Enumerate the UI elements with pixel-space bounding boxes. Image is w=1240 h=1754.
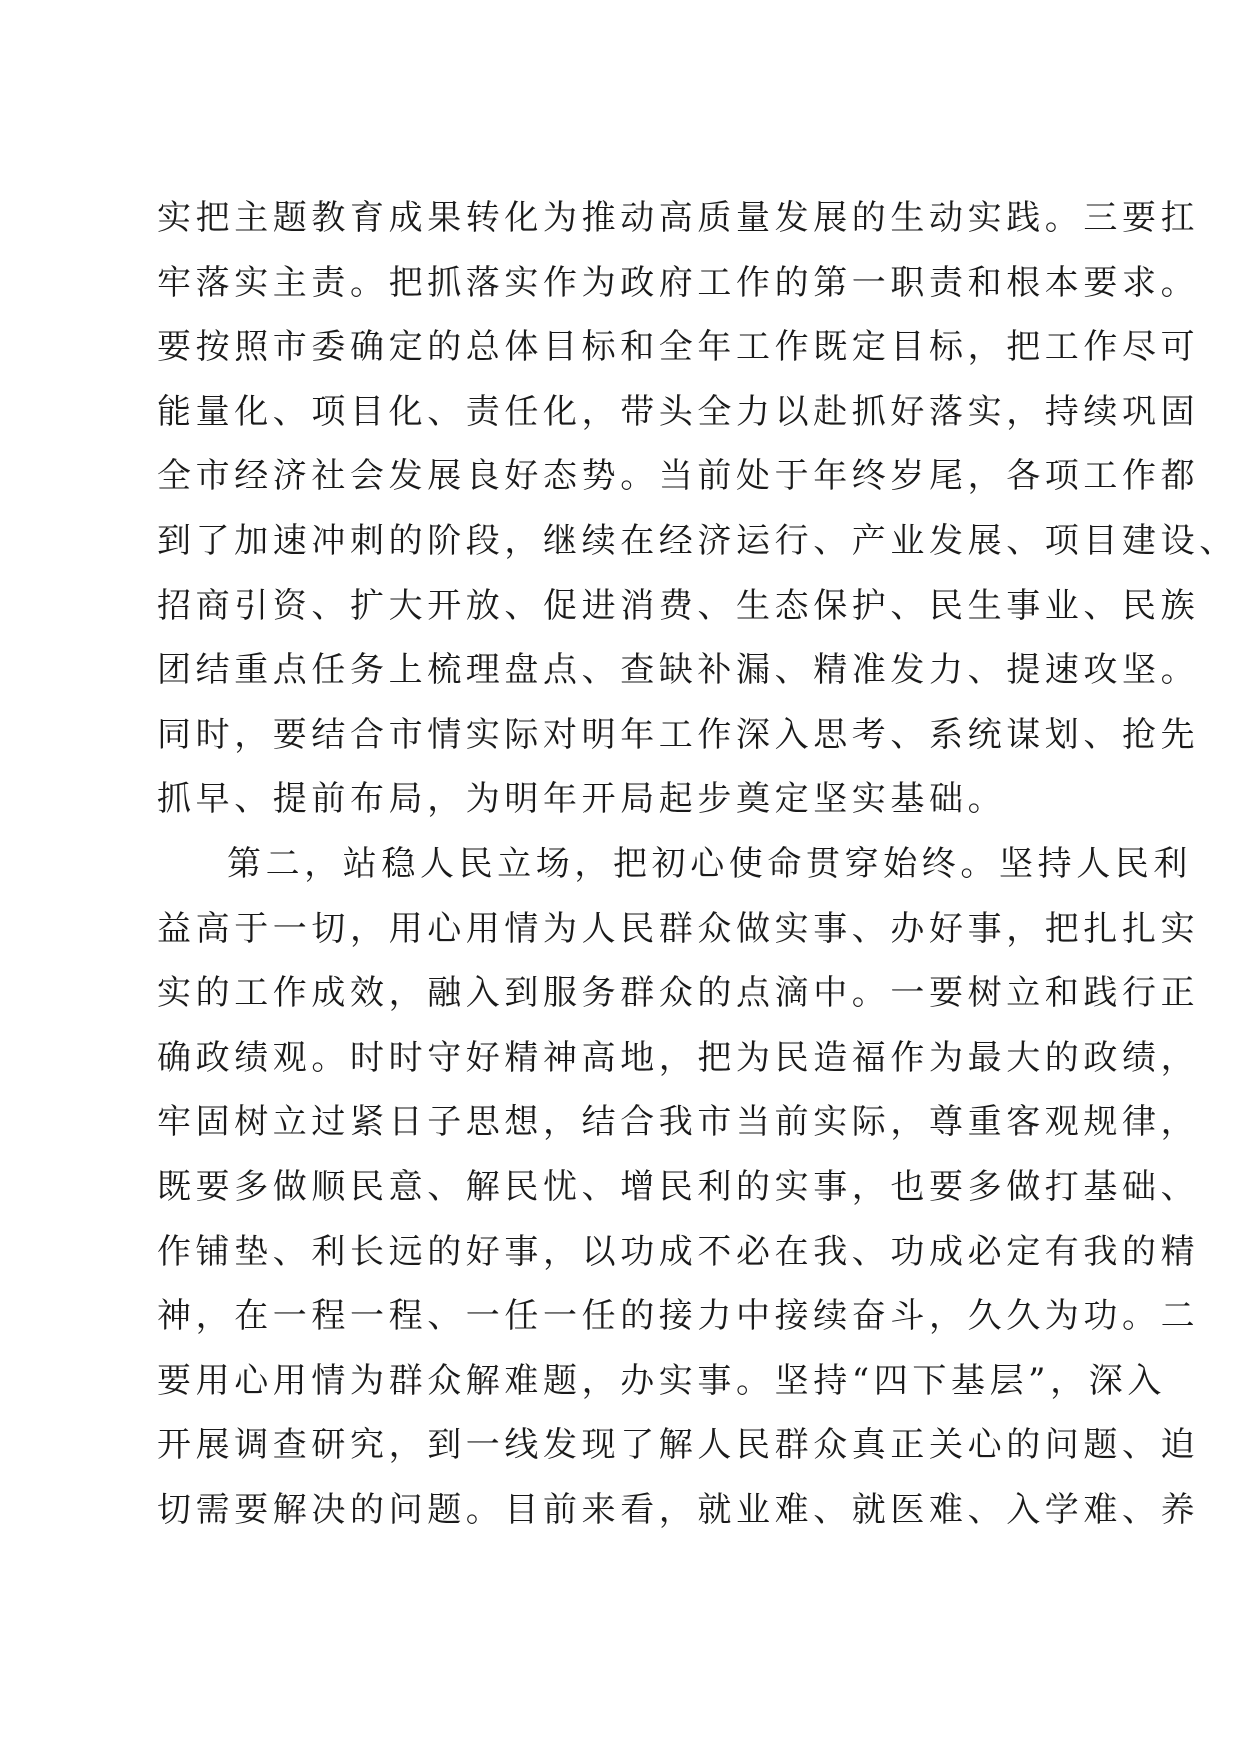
- body-text: [157, 186, 1238, 1542]
- text-line: 实把主题教育成果转化为推动高质量发展的生动实践。三要扛: [157, 198, 1200, 238]
- text-line: 能量化、项目化、责任化，带头全力以赴抓好落实，持续巩固: [157, 391, 1200, 432]
- text-line: 实的工作成效，融入到服务群众的点滴中。一要树立和践行正: [157, 973, 1200, 1014]
- text-line: 益高于一切，用心用情为人民群众做实事、办好事，把扎扎实: [157, 908, 1200, 949]
- text-line: 作铺垫、利长远的好事，以功成不必在我、功成必定有我的精: [157, 1231, 1200, 1272]
- text-line: 要按照市委确定的总体目标和全年工作既定目标，把工作尽可: [157, 327, 1200, 368]
- text-line: 神，在一程一程、一任一任的接力中接续奋斗，久久为功。二: [157, 1296, 1200, 1337]
- text-line: 到了加速冲刺的阶段，继续在经济运行、产业发展、项目建设、: [157, 520, 1238, 561]
- text-line: 确政绩观。时时守好精神高地，把为民造福作为最大的政绩，: [157, 1037, 1200, 1078]
- text-line: 团结重点任务上梳理盘点、查缺补漏、精准发力、提速攻坚。: [157, 650, 1200, 691]
- text-line: 既要多做顺民意、解民忧、增民利的实事，也要多做打基础、: [157, 1166, 1200, 1207]
- paragraph-start-line: 第二，站稳人民立场，把初心使命贯穿始终。坚持人民利: [227, 843, 1192, 884]
- text-line: 切需要解决的问题。目前来看，就业难、就医难、入学难、养: [157, 1489, 1200, 1530]
- text-line: 招商引资、扩大开放、促进消费、生态保护、民生事业、民族: [157, 585, 1200, 626]
- text-line: 牢落实主责。把抓落实作为政府工作的第一职责和根本要求。: [157, 262, 1200, 303]
- text-line: 开展调查研究，到一线发现了解人民群众真正关心的问题、迫: [157, 1425, 1200, 1466]
- text-line: 牢固树立过紧日子思想，结合我市当前实际，尊重客观规律，: [157, 1102, 1200, 1143]
- text-line: 同时，要结合市情实际对明年工作深入思考、系统谋划、抢先: [157, 714, 1200, 755]
- text-line: 全市经济社会发展良好态势。当前处于年终岁尾，各项工作都: [157, 456, 1200, 497]
- text-line: 要用心用情为群众解难题，办实事。坚持“四下基层”，深入: [157, 1360, 1166, 1401]
- text-line: 抓早、提前布局，为明年开局起步奠定坚实基础。: [157, 779, 1007, 820]
